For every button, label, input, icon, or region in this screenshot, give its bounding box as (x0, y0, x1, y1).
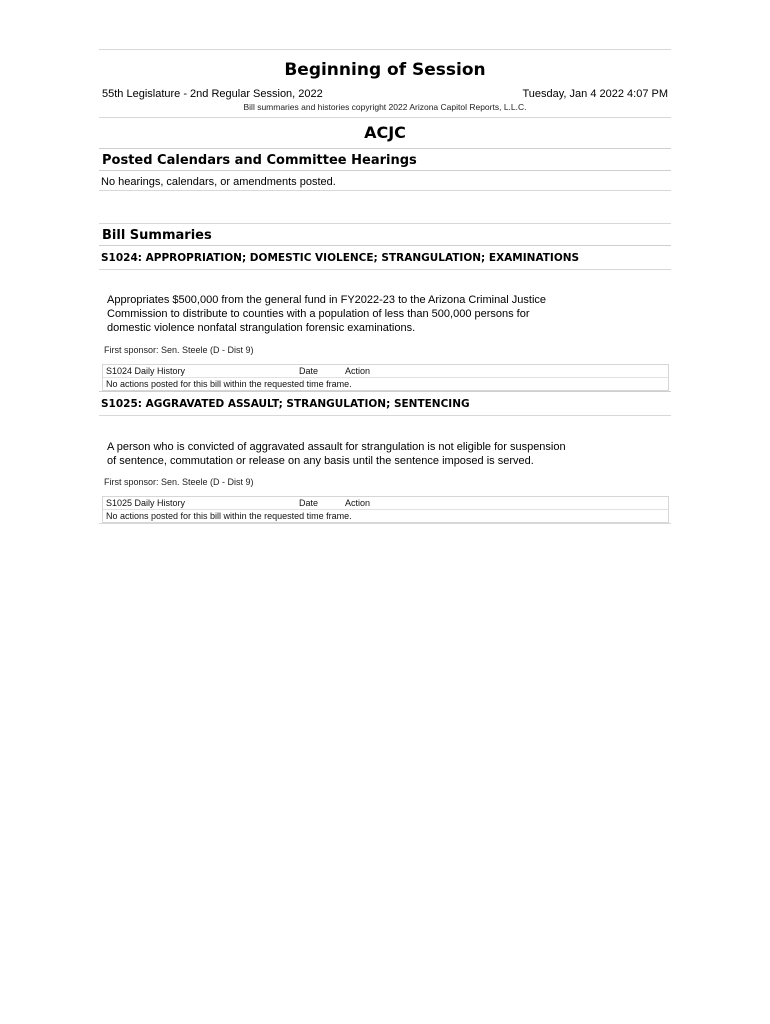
copyright-notice: Bill summaries and histories copyright 2022 Arizona Capitol Reports, L.L.C. (243, 102, 527, 112)
bill-sponsor: First sponsor: Sen. Steele (D - Dist 9) (104, 477, 254, 488)
history-label: S1024 Daily History (106, 365, 186, 376)
top-divider (99, 49, 671, 50)
calendars-message: No hearings, calendars, or amendments posted. (101, 176, 336, 188)
report-datetime: Tuesday, Jan 4 2022 4:07 PM (522, 88, 668, 100)
daily-history-table (102, 364, 669, 391)
bill-title: S1025: AGGRAVATED ASSAULT; STRANGULATION; SENTENCING (101, 397, 470, 410)
history-header-row (103, 497, 668, 509)
legislature-session: 55th Legislature - 2nd Regular Session, 2022 (102, 88, 323, 100)
history-note: No actions posted for this bill within the requested time frame. (103, 509, 668, 522)
history-label: S1025 Daily History (106, 498, 186, 509)
history-header-row (103, 365, 668, 377)
divider (99, 148, 671, 149)
history-date-header: Date (299, 498, 319, 509)
bill-sponsor: First sponsor: Sen. Steele (D - Dist 9) (104, 344, 254, 355)
bill-entry (99, 250, 671, 391)
bill-summaries-heading: Bill Summaries (102, 228, 212, 243)
report-title: Beginning of Session (284, 60, 486, 80)
daily-history-table (102, 496, 669, 523)
history-action-header: Action (345, 498, 371, 509)
divider (99, 415, 671, 416)
bill-summary: A person who is convicted of aggravated assault for strangulation is not eligible for suspension of sentence, commutation or release on any basis until the sentence imposed is served. (107, 440, 566, 467)
divider (99, 269, 671, 270)
divider (99, 170, 671, 171)
bill-entry (99, 396, 671, 523)
divider (99, 391, 671, 392)
committee-name: ACJC (364, 123, 406, 142)
divider (99, 523, 671, 524)
session-line (99, 87, 671, 102)
divider (99, 117, 671, 118)
bill-title: S1024: APPROPRIATION; DOMESTIC VIOLENCE; STRANGULATION; EXAMINATIONS (101, 252, 580, 264)
divider (99, 223, 671, 224)
history-action-header: Action (345, 365, 371, 376)
history-note: No actions posted for this bill within the requested time frame. (103, 377, 668, 390)
bill-summary: Appropriates $500,000 from the general fund in FY2022-23 to the Arizona Criminal Justice Commission to distribute to counties with a population of less than 500,000 persons for domestic violence nonfatal strangulation forensic examinations. (107, 294, 547, 335)
divider (99, 245, 671, 246)
report-content (99, 49, 671, 524)
history-date-header: Date (299, 365, 319, 376)
calendars-heading: Posted Calendars and Committee Hearings (102, 153, 417, 168)
